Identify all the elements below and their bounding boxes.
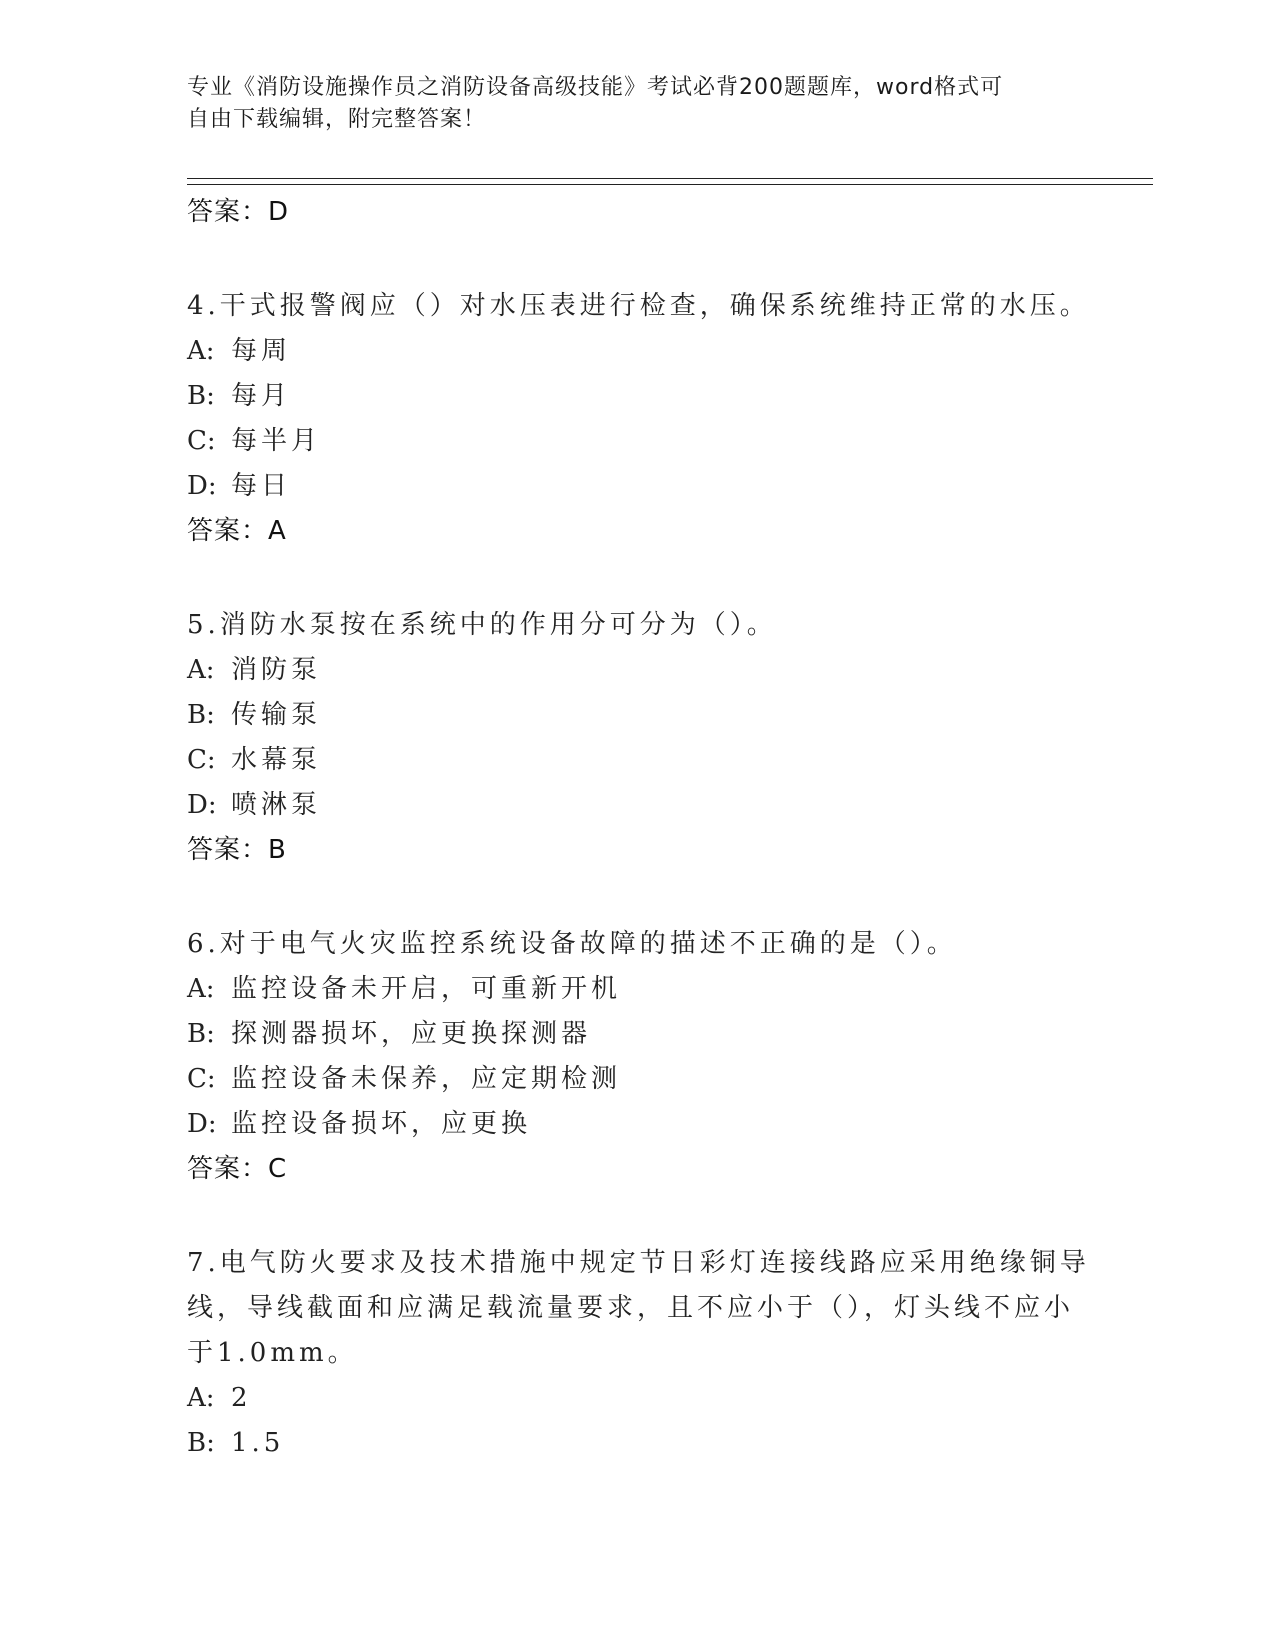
option-text: 每半月 xyxy=(231,426,322,456)
answer-label: 答案：B xyxy=(187,835,287,865)
option-letter: B: xyxy=(187,1428,215,1458)
option-a xyxy=(187,329,1107,374)
question-stem-line: 线，导线截面和应满足载流量要求，且不应小于（），灯头线不应小 xyxy=(187,1293,1075,1323)
question-7 xyxy=(187,1241,1107,1466)
option-letter: D: xyxy=(187,471,217,501)
option-letter: A: xyxy=(187,655,215,685)
answer-label: 答案：A xyxy=(187,516,287,546)
option-d xyxy=(187,1102,1107,1147)
option-letter: D: xyxy=(187,1109,217,1139)
question-stem: 4.干式报警阀应（）对水压表进行检查，确保系统维持正常的水压。 xyxy=(187,291,1090,321)
option-c xyxy=(187,419,1107,464)
option-letter: B: xyxy=(187,700,215,730)
option-b xyxy=(187,1012,1107,1057)
option-text: 传输泵 xyxy=(231,700,322,730)
question-list xyxy=(187,190,1107,1466)
option-d xyxy=(187,783,1107,828)
option-letter: C: xyxy=(187,426,216,456)
option-text: 每周 xyxy=(231,336,292,366)
option-letter: C: xyxy=(187,1064,216,1094)
option-text: 监控设备未开启，可重新开机 xyxy=(231,974,622,1004)
answer-label: 答案：D xyxy=(187,197,290,227)
option-text: 探测器损坏，应更换探测器 xyxy=(231,1019,592,1049)
header-rule-top xyxy=(187,178,1153,179)
question-stem: 6.对于电气火灾监控系统设备故障的描述不正确的是（）。 xyxy=(187,929,957,959)
option-letter: C: xyxy=(187,745,216,775)
option-a xyxy=(187,967,1107,1012)
option-text: 2 xyxy=(231,1383,252,1413)
header-line-2: 自由下载编辑，附完整答案！ xyxy=(187,107,487,132)
document-header xyxy=(187,72,1067,136)
option-b xyxy=(187,693,1107,738)
option-c xyxy=(187,1057,1107,1102)
answer-label: 答案：C xyxy=(187,1154,288,1184)
option-text: 水幕泵 xyxy=(231,745,322,775)
option-text: 1.5 xyxy=(231,1428,285,1458)
option-b xyxy=(187,374,1107,419)
option-letter: B: xyxy=(187,1019,215,1049)
header-line-1: 专业《消防设施操作员之消防设备高级技能》考试必背200题题库，word格式可 xyxy=(187,75,1004,100)
option-c xyxy=(187,738,1107,783)
option-a xyxy=(187,1376,1107,1421)
option-text: 喷淋泵 xyxy=(231,790,322,820)
option-letter: A: xyxy=(187,974,215,1004)
option-a xyxy=(187,648,1107,693)
option-b xyxy=(187,1421,1107,1466)
option-text: 监控设备未保养，应定期检测 xyxy=(231,1064,622,1094)
question-stem-line: 于1.0mm。 xyxy=(187,1338,358,1368)
question-4 xyxy=(187,284,1107,551)
question-stem: 5.消防水泵按在系统中的作用分可分为（）。 xyxy=(187,610,777,640)
option-text: 监控设备损坏，应更换 xyxy=(231,1109,532,1139)
header-rule-bottom xyxy=(187,184,1153,185)
option-letter: B: xyxy=(187,381,215,411)
option-text: 每月 xyxy=(231,381,292,411)
option-d xyxy=(187,464,1107,509)
option-letter: D: xyxy=(187,790,217,820)
option-letter: A: xyxy=(187,336,215,366)
option-text: 消防泵 xyxy=(231,655,322,685)
option-letter: A: xyxy=(187,1383,215,1413)
question-stem-line: 7.电气防火要求及技术措施中规定节日彩灯连接线路应采用绝缘铜导 xyxy=(187,1248,1090,1278)
question-5 xyxy=(187,603,1107,870)
question-6 xyxy=(187,922,1107,1189)
option-text: 每日 xyxy=(231,471,292,501)
